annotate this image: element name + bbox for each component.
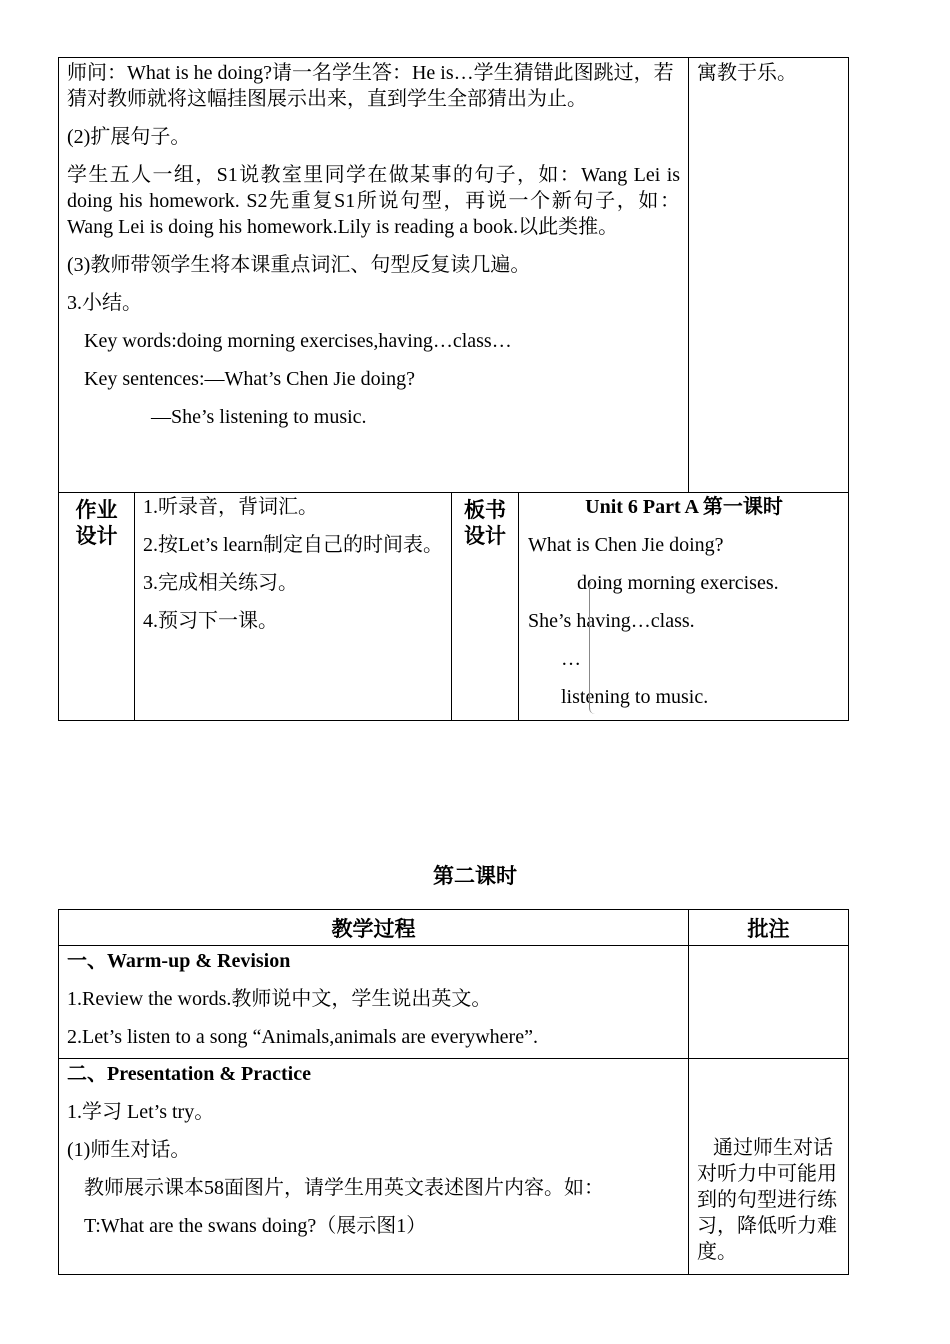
board-design-cell — [519, 493, 849, 721]
homework-label: 作业设计 — [75, 498, 118, 548]
homework-item: 1.听录音，背词汇。 — [143, 496, 318, 518]
key-sentence-answer: —She’s listening to music. — [151, 406, 367, 428]
homework-item: 4.预习下一课。 — [143, 610, 278, 632]
board-line: listening to music. — [561, 686, 709, 708]
presentation-cell — [59, 1059, 689, 1275]
board-title: Unit 6 Part A 第一课时 — [585, 496, 783, 518]
section-title: 第二课时 — [433, 864, 517, 888]
step-review-reading: (3)教师带领学生将本课重点词汇、句型反复读几遍。 — [67, 254, 531, 276]
lesson-table-part2 — [58, 909, 849, 1275]
side-note-text: 寓教于乐。 — [697, 62, 798, 84]
board-line: She’s having…class. — [528, 610, 695, 632]
board-line: What is Chen Jie doing? — [528, 534, 724, 556]
teacher-question-text: 师问：What is he doing?请一名学生答：He is…学生猜错此图跳过，若猜对教师就将这幅挂图展示出来，直到学生全部猜出为止。 — [67, 62, 674, 110]
homework-cell — [135, 493, 452, 721]
presentation-line: T:What are the swans doing?（展示图1） — [84, 1215, 427, 1237]
presentation-note-cell — [689, 1059, 849, 1275]
lesson-table-part1 — [58, 57, 849, 721]
group-activity-text: 学生五人一组，S1说教室里同学在做某事的句子，如：Wang Lei is doing his homework. S2先重复S1所说句型，再说一个新句子，如：Wang Lei is doing his homework.Lily is reading a book.以此类推。 — [67, 164, 681, 238]
presentation-line: (1)师生对话。 — [67, 1139, 191, 1161]
header-process: 教学过程 — [59, 910, 689, 946]
step-expand-sentences: (2)扩展句子。 — [67, 126, 191, 148]
presentation-line: 1.学习 Let’s try。 — [67, 1101, 215, 1123]
side-note-cell — [689, 58, 849, 493]
key-words-text: Key words:doing morning exercises,having…class… — [84, 330, 512, 352]
warmup-line: 2.Let’s listen to a song “Animals,animals are everywhere”. — [67, 1026, 538, 1048]
board-line: … — [561, 648, 581, 670]
board-label: 板书设计 — [464, 498, 506, 548]
header-notes: 批注 — [689, 910, 849, 946]
warmup-note-cell — [689, 946, 849, 1059]
warmup-cell — [59, 946, 689, 1059]
homework-item: 3.完成相关练习。 — [143, 572, 298, 594]
presentation-note: 通过师生对话对听力中可能用到的句型进行练习，降低听力难度。 — [697, 1137, 837, 1263]
warmup-line: 1.Review the words.教师说中文，学生说出英文。 — [67, 988, 492, 1010]
key-sentences-text: Key sentences:—What’s Chen Jie doing? — [84, 368, 416, 390]
process-cell — [59, 58, 689, 493]
warmup-title: 一、Warm-up & Revision — [67, 950, 291, 972]
presentation-title: 二、Presentation & Practice — [67, 1063, 311, 1085]
homework-item: 2.按Let’s learn制定自己的时间表。 — [143, 534, 443, 556]
board-brace — [589, 580, 600, 714]
step-summary: 3.小结。 — [67, 292, 142, 314]
board-line: doing morning exercises. — [577, 572, 779, 594]
homework-label-cell — [59, 493, 135, 721]
presentation-line: 教师展示课本58面图片，请学生用英文表述图片内容。如： — [84, 1177, 604, 1199]
board-label-cell — [452, 493, 519, 721]
